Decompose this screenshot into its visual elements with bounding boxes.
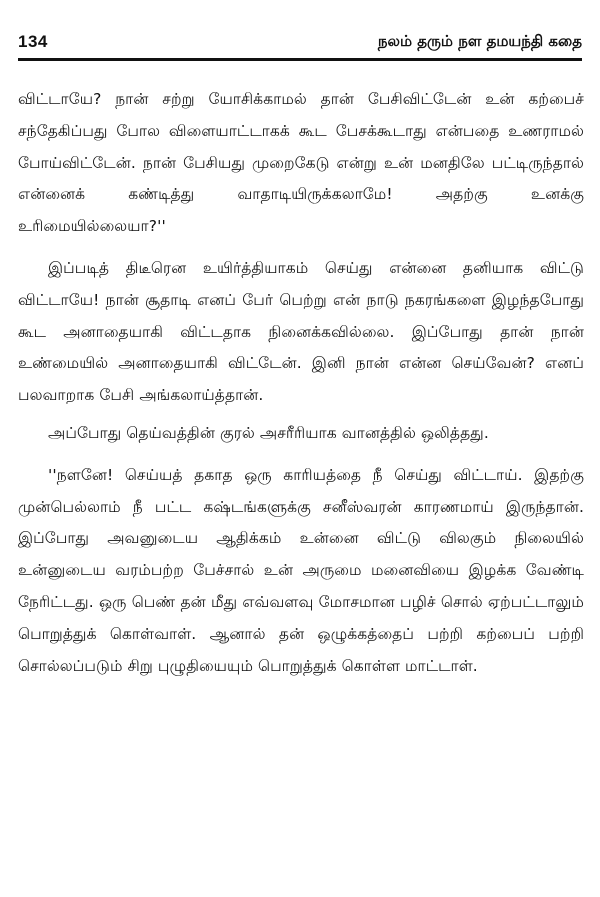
paragraph-1: விட்டாயே? நான் சற்று யோசிக்காமல் தான் பேசிவிட்டேன் உன் கற்பைச் சந்தேகிப்பது போல விளையாட்டாகக் கூட பேசக்கூடாது என்பதை உணராமல் போய்விட்டேன். நான் பேசியது முறைகேடு என்று உன் மனதிலே பட்டிருந்தால் என்னைக் கண்டித்து வாதாடியிருக்கலாமே! அதற்கு உனக்கு உரிமையில்லையா?''	[18, 90, 584, 236]
running-title: நலம் தரும் நள தமயந்தி கதை	[377, 32, 582, 50]
paragraph-4: ''நளனே! செய்யத் தகாத ஒரு காரியத்தை நீ செய்து விட்டாய். இதற்கு முன்பெல்லாம் நீ பட்ட கஷ்டங்களுக்கு சனீஸ்வரன் காரணமாய் இருந்தான். இப்போது அவனுடைய ஆதிக்கம் உன்னை விட்டு விலகும் நிலையில் உன்னுடைய வரம்பற்ற பேச்சால் உன் அருமை மனைவியை இழக்க வேண்டி நேரிட்டது. ஒரு பெண் தன் மீது எவ்வளவு மோசமான பழிச் சொல் ஏற்பட்டாலும் பொறுத்துக் கொள்வாள். ஆனால் தன் ஒழுக்கத்தைப் பற்றி கற்பைப் பற்றி சொல்லப்படும் சிறு புழுதியையும் பொறுத்துக் கொள்ள மாட்டாள்.	[18, 465, 584, 675]
paragraph-2: இப்படித் திடீரென உயிர்த்தியாகம் செய்து என்னை தனியாக விட்டு விட்டாயே! நான் சூதாடி எனப் பேர் பெற்று என் நாடு நகரங்களை இழந்தபோது கூட அனாதையாகி விட்டதாக நினைக்கவில்லை. இப்போது தான் நான் உண்மையில் அனாதையாகி விட்டேன். இனி நான் என்ன செய்வேன்? எனப் பலவாறாக பேசி அங்கலாய்த்தான்.	[18, 258, 584, 405]
header-rule	[18, 58, 582, 61]
paragraph-gap	[18, 243, 584, 253]
page-number: 134	[18, 32, 48, 51]
paragraph-gap	[18, 450, 584, 460]
page-header	[18, 28, 582, 58]
paragraph-3: அப்போது தெய்வத்தின் குரல் அசரீரியாக வானத்தில் ஒலித்தது.	[48, 423, 489, 442]
body-text	[18, 84, 584, 682]
